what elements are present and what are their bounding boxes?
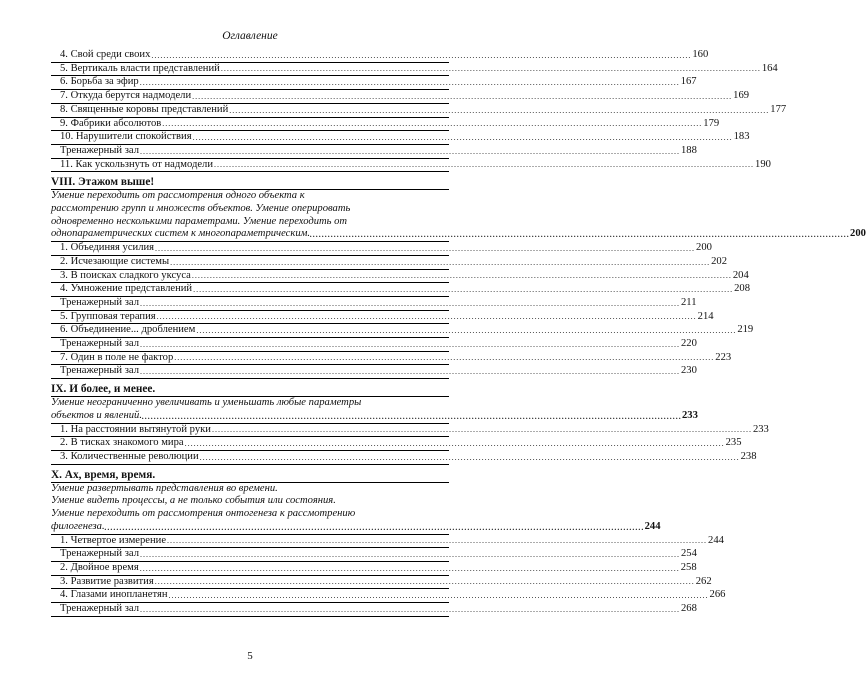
toc-entry (51, 296, 697, 311)
toc-entry-label: 9. Фабрики абсолютов (60, 117, 162, 129)
toc-entry-page: 214 (697, 310, 714, 322)
toc-entry-page: 190 (755, 158, 771, 170)
toc-entry (51, 283, 750, 297)
toc-entry-label: 1. Объединяя усилия (60, 242, 155, 254)
description-line: одновременно несколькими параметрами. Умение переходить от (51, 215, 348, 227)
toc-entry-label: 3. Количественные революции (60, 450, 199, 462)
dot-leader: .................................................................................................................................................................................... (140, 298, 680, 308)
dot-leader: .................................................................................................................................................................................... (140, 146, 680, 156)
toc-entry (51, 548, 697, 562)
dot-leader: .................................................................................................................................................................................... (151, 50, 692, 60)
toc-entry-page: 200 (696, 242, 712, 254)
toc-entry-page: 238 (740, 450, 757, 462)
toc-entry-page: 164 (761, 62, 778, 74)
description-line: Умение видеть процессы, а не только события или состояния. (51, 495, 336, 507)
description-line: однопараметрических систем к многопараметрическим. (51, 228, 311, 240)
section-page: 233 (681, 409, 698, 421)
section-title: X. Ах, время, время. (51, 469, 449, 483)
toc-entry-label: 3. Развитие развития (60, 575, 154, 587)
toc-entry (51, 310, 714, 325)
toc-entry (51, 269, 749, 284)
toc-entry-label: 1. На расстоянии вытянутой руки (60, 423, 211, 435)
dot-leader: .................................................................................................................................................................................... (211, 425, 752, 435)
dot-leader: .................................................................................................................................................................................... (167, 536, 708, 546)
toc-entry (51, 534, 724, 549)
section-description (51, 482, 661, 535)
toc-entry-label: 5. Вертикаль власти представлений (60, 62, 220, 74)
section-page: 244 (644, 520, 661, 532)
toc-entry (51, 575, 712, 590)
toc-entry-label: Тренажерный зал (60, 548, 139, 560)
section-title: VIII. Этажом выше! (51, 176, 449, 190)
toc-entry-page: 183 (733, 131, 750, 143)
section-x (51, 468, 726, 617)
toc-entry (51, 561, 697, 576)
table-of-contents (51, 49, 866, 617)
toc-entry-label: 6. Объединение... дроблением (60, 324, 196, 336)
toc-entry-page: 235 (725, 437, 742, 449)
toc-entry (51, 255, 727, 270)
toc-entry (51, 365, 697, 379)
dot-leader: .................................................................................................................................................................................... (168, 591, 709, 601)
description-line: Умение переходить от рассмотрения онтогенеза к рассмотрению (51, 508, 356, 520)
dot-leader: .................................................................................................................................................................................... (184, 438, 725, 448)
dot-leader: .................................................................................................................................................................................... (214, 160, 755, 170)
toc-entry (51, 144, 697, 159)
top-entries (51, 49, 787, 172)
toc-entry-page: 177 (770, 103, 787, 115)
toc-entry-page: 202 (711, 255, 727, 267)
toc-entry-page: 262 (695, 575, 712, 587)
dot-leader: .................................................................................................................................................................................... (140, 604, 680, 614)
dot-leader: .................................................................................................................................................................................... (170, 257, 711, 267)
toc-entry-page: 230 (681, 365, 697, 377)
toc-entry-label: Тренажерный зал (60, 296, 139, 308)
dot-leader: .................................................................................................................................................................................... (141, 411, 682, 421)
toc-entry-label: Тренажерный зал (60, 603, 139, 615)
section-description (51, 397, 698, 423)
description-last-line (51, 228, 866, 242)
description-line: Умение неограниченно увеличивать и уменьшать любые параметры (51, 397, 362, 409)
page-number: 5 (247, 650, 253, 662)
toc-entry-page: 179 (703, 117, 720, 129)
toc-entry (51, 62, 778, 77)
description-line: объектов и явлений. (51, 409, 142, 421)
toc-entry (51, 103, 787, 118)
toc-entry (51, 49, 709, 63)
toc-entry-label: 4. Умножение представлений (60, 283, 193, 295)
dot-leader: .................................................................................................................................................................................... (139, 563, 680, 573)
toc-entry-page: 266 (709, 589, 726, 601)
toc-entry-label: 7. Откуда берутся надмодели (60, 90, 192, 102)
toc-entry (51, 131, 750, 145)
page-header: Оглавление (222, 30, 278, 42)
toc-entry (51, 324, 754, 338)
dot-leader: .................................................................................................................................................................................... (199, 452, 740, 462)
toc-entry (51, 450, 757, 465)
toc-entry (51, 603, 697, 617)
toc-entry-page: 233 (752, 423, 769, 435)
toc-entry-page: 254 (681, 548, 697, 560)
dot-leader: .................................................................................................................................................................................... (220, 64, 761, 74)
toc-entry-label: 2. Исчезающие системы (60, 255, 170, 267)
section-title: IX. И более, и менее. (51, 383, 449, 397)
toc-entry (51, 437, 742, 451)
section-description (51, 190, 866, 242)
toc-entry-label: 6. Борьба за эфир (60, 76, 139, 88)
dot-leader: .................................................................................................................................................................................... (140, 549, 680, 559)
toc-entry (51, 351, 732, 366)
dot-leader: .................................................................................................................................................................................... (104, 522, 645, 532)
dot-leader: .................................................................................................................................................................................... (162, 119, 703, 129)
toc-entry-label: 2. Двойное время (60, 561, 139, 573)
dot-leader: .................................................................................................................................................................................... (310, 230, 851, 240)
toc-entry-label: 7. Один в поле не фактор (60, 351, 174, 363)
toc-entry-page: 244 (708, 534, 724, 546)
toc-entry (51, 76, 697, 90)
toc-entry-page: 160 (692, 49, 709, 60)
toc-entry (51, 338, 697, 352)
dot-leader: .................................................................................................................................................................................... (192, 91, 733, 101)
description-line: Умение переходить от рассмотрения одного объекта к (51, 190, 305, 202)
toc-entry (51, 158, 771, 173)
toc-entry (51, 90, 750, 104)
dot-leader: .................................................................................................................................................................................... (229, 105, 770, 115)
section-viii (51, 176, 866, 379)
toc-entry-page: 204 (732, 269, 749, 281)
toc-entry-label: 1. Четвертое измерение (60, 534, 167, 546)
toc-entry-page: 219 (737, 324, 754, 336)
toc-entry-label: 11. Как ускользнуть от надмодели (60, 158, 214, 170)
toc-entry-page: 167 (680, 76, 697, 88)
description-line: Умение развертывать представления во времени. (51, 482, 278, 494)
toc-entry-label: 2. В тисках знакомого мира (60, 437, 184, 449)
toc-entry (51, 423, 769, 438)
dot-leader: .................................................................................................................................................................................... (155, 243, 696, 253)
toc-entry-page: 211 (681, 296, 697, 308)
toc-entry (51, 589, 726, 603)
toc-entry-page: 258 (680, 561, 697, 573)
toc-entry (51, 242, 712, 256)
dot-leader: .................................................................................................................................................................................... (196, 326, 737, 336)
section-page: 200 (850, 228, 866, 240)
toc-entry-label: Тренажерный зал (60, 144, 139, 156)
dot-leader: .................................................................................................................................................................................... (191, 271, 732, 281)
dot-leader: .................................................................................................................................................................................... (139, 78, 680, 88)
dot-leader: .................................................................................................................................................................................... (174, 353, 715, 363)
toc-entry-page: 169 (733, 90, 750, 102)
toc-entry-label: Тренажерный зал (60, 338, 139, 350)
toc-entry-label: 4. Свой среди своих (60, 49, 151, 60)
dot-leader: .................................................................................................................................................................................... (156, 312, 697, 322)
description-line: рассмотрению групп и множеств объектов. Умение оперировать (51, 203, 351, 215)
toc-entry-label: 8. Священные коровы представлений (60, 103, 229, 115)
toc-entry-label: 10. Нарушители спокойствия (60, 131, 192, 143)
toc-entry-label: 3. В поисках сладкого уксуса (60, 269, 191, 281)
toc-entry-page: 220 (681, 338, 697, 350)
toc-entry-label: Тренажерный зал (60, 365, 139, 377)
section-ix (51, 383, 769, 465)
dot-leader: .................................................................................................................................................................................... (192, 132, 733, 142)
toc-entry-label: 5. Групповая терапия (60, 310, 156, 322)
dot-leader: .................................................................................................................................................................................... (140, 367, 680, 377)
toc-entry-page: 223 (715, 351, 732, 363)
dot-leader: .................................................................................................................................................................................... (154, 577, 695, 587)
description-last-line (51, 520, 661, 535)
toc-entry (51, 117, 720, 132)
toc-entry-label: 4. Глазами инопланетян (60, 589, 168, 601)
toc-entry-page: 208 (734, 283, 750, 295)
toc-entry-page: 188 (681, 144, 697, 156)
description-last-line (51, 409, 698, 424)
dot-leader: .................................................................................................................................................................................... (140, 339, 680, 349)
dot-leader: .................................................................................................................................................................................... (193, 284, 734, 294)
description-line: филогенеза. (51, 520, 105, 532)
toc-entry-page: 268 (681, 603, 697, 615)
